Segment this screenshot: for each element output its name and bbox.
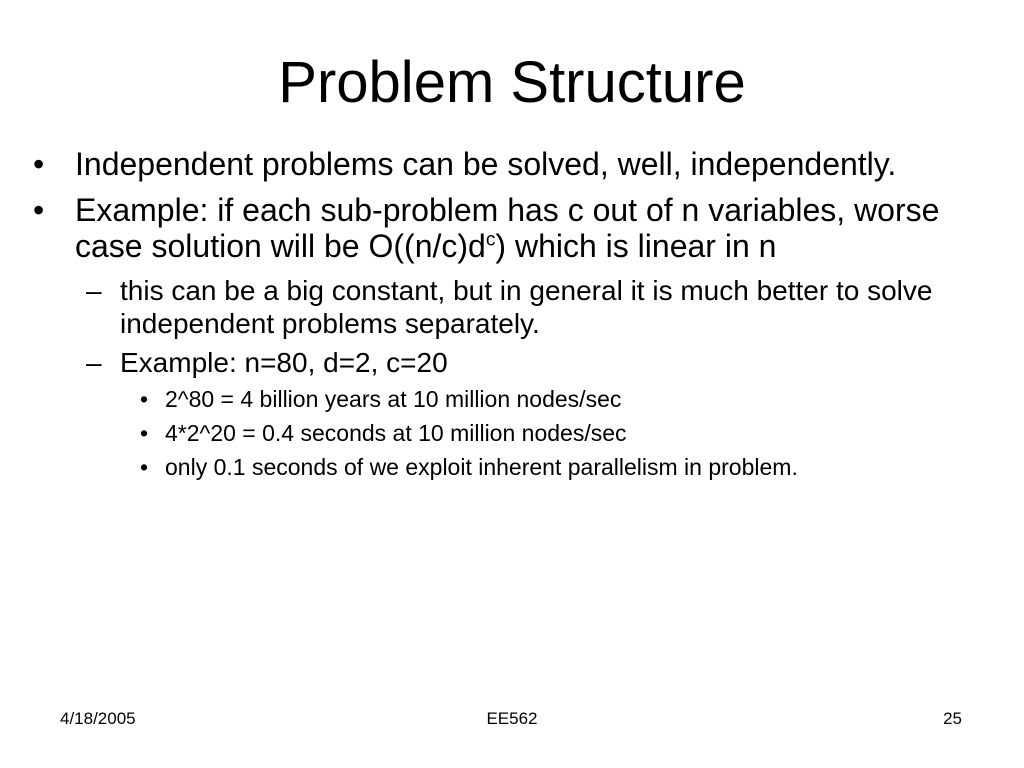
dash-icon: – xyxy=(86,347,102,378)
sub-sub-bullet-item xyxy=(30,453,1000,481)
slide-title: Problem Structure xyxy=(278,50,746,115)
sub-sub-bullet-item xyxy=(30,419,1000,447)
sub-bullet-text: Example: n=80, d=2, c=20 xyxy=(120,347,448,378)
superscript: c xyxy=(485,229,496,251)
footer-date: 4/18/2005 xyxy=(60,709,136,728)
slide-content xyxy=(30,146,1000,487)
bullet-text-part: Example: if each sub-problem has c out of n variables, worse case solution will be O((n/c)d xyxy=(75,192,940,264)
footer-course: EE562 xyxy=(486,709,538,728)
sub-bullet-item xyxy=(30,346,1000,379)
bullet-item xyxy=(30,146,1000,182)
bullet-text: Independent problems can be solved, well, independently. xyxy=(75,146,897,182)
bullet-icon: • xyxy=(140,420,149,446)
sub-sub-bullet-text: 2^80 = 4 billion years at 10 million nodes/sec xyxy=(165,386,622,412)
sub-sub-bullet-item xyxy=(30,385,1000,413)
sub-bullet-item xyxy=(30,274,1000,340)
sub-sub-bullet-text: only 0.1 seconds of we exploit inherent parallelism in problem. xyxy=(165,454,798,480)
dash-icon: – xyxy=(86,275,102,306)
bullet-text-part: ) which is linear in n xyxy=(495,228,777,264)
bullet-item xyxy=(30,192,1000,264)
bullet-icon: • xyxy=(33,192,45,228)
bullet-icon: • xyxy=(140,454,149,480)
footer-page-number: 25 xyxy=(943,709,962,728)
bullet-icon: • xyxy=(33,146,45,182)
bullet-icon: • xyxy=(140,386,149,412)
sub-bullet-text: this can be a big constant, but in general it is much better to solve independent problems separately. xyxy=(120,275,933,339)
bullet-text xyxy=(75,192,939,264)
sub-sub-bullet-text: 4*2^20 = 0.4 seconds at 10 million nodes/sec xyxy=(165,420,627,446)
